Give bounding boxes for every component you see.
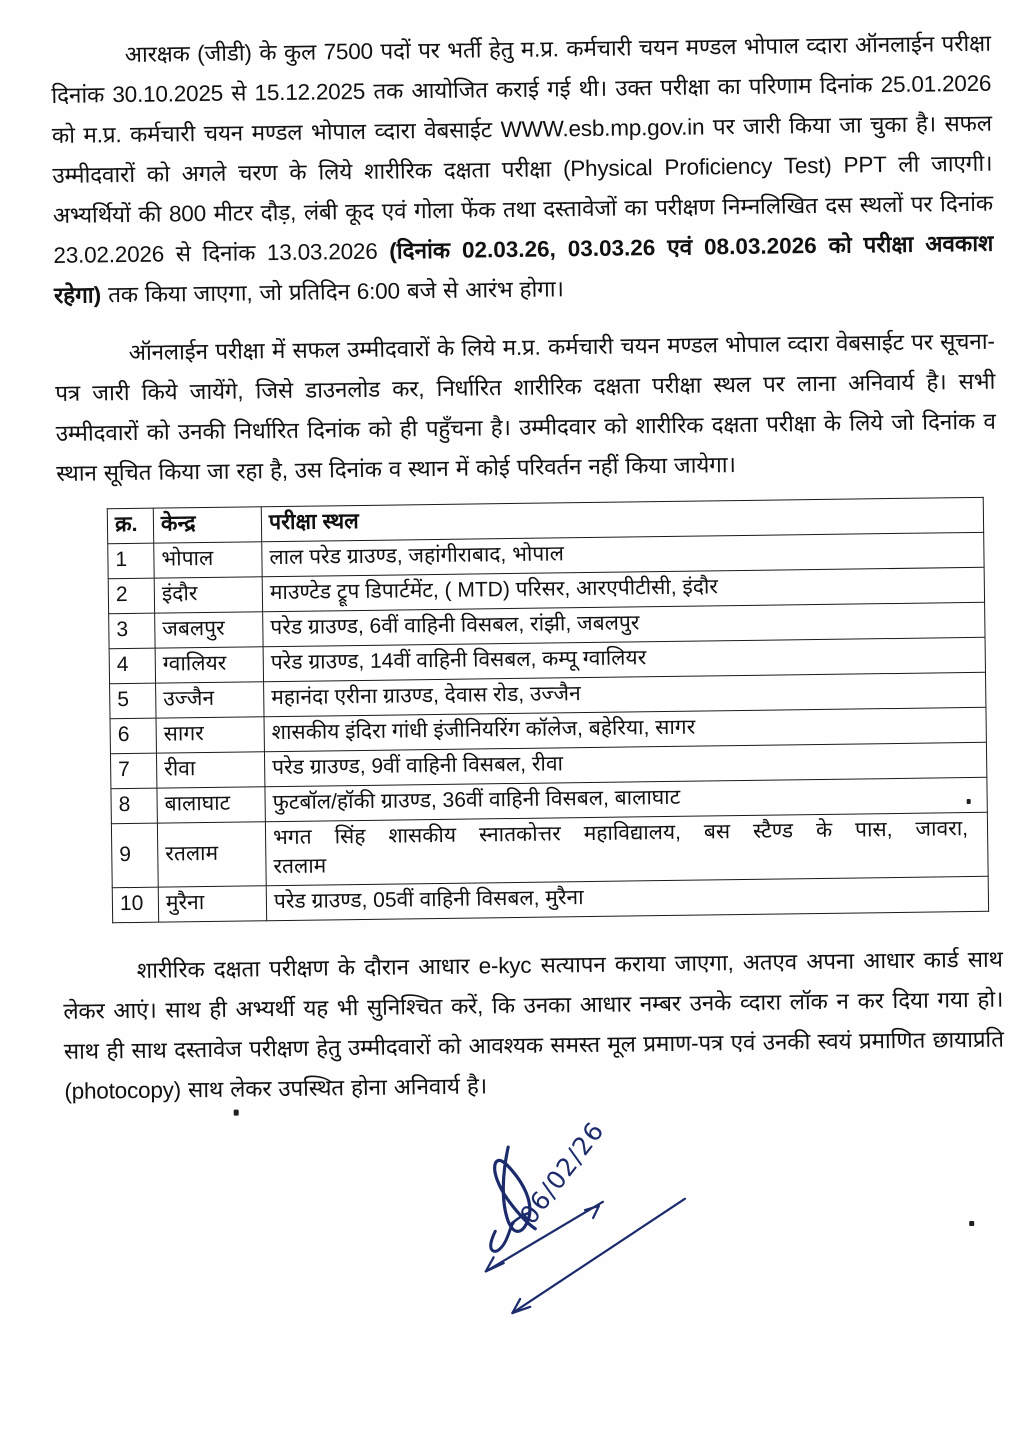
first-line-indent: [51, 62, 125, 63]
paragraph-1-lead-text: आरक्षक (जीडी) के कुल 7500 पदों पर भर्ती हेतु म.प्र. कर्मचारी चयन मण्डल भोपाल व्दारा ऑनलाईन परीक्षा दिनांक 30.10.2025 से 15.12.2025 तक आयोजित कराई गई थी। उक्त परीक्षा का परिणाम दिनांक 25.01.2026 को म.प्र. कर्मचारी चयन मण्डल भोपाल व्दारा वेबसाईट WWW.esb.mp.gov.in पर जारी किया जा चुका है। सफल उम्मीदवारों को अगले चरण के लिये शारीरिक दक्षता परीक्षा (Physical Proficiency Test) PPT ली जाएगी। अभ्यर्थियों की 800 मीटर दौड़, लंबी कूद एवं गोला फेंक तथा दस्तावेजों का परीक्षण निम्नलिखित दस स्थलों पर दिनांक 23.02.2026 से दिनांक 13.03.2026: [51, 30, 994, 268]
paragraph-1-tail-text: तक किया जाएगा, जो प्रतिदिन 6:00 बजे से आरंभ होगा।: [100, 276, 564, 308]
column-header-serial: क्र.: [107, 508, 153, 544]
cell-center: उज्जैन: [156, 682, 264, 718]
cell-venue: माउण्टेड ट्रूप डिपार्टमेंट, ( MTD) परिसर, आरएपीटीसी, इंदौर: [262, 567, 984, 611]
paragraph-2-text: ऑनलाईन परीक्षा में सफल उम्मीदवारों के लिये म.प्र. कर्मचारी चयन मण्डल भोपाल व्दारा वेबसाईट पर सूचना-पत्र जारी किये जायेंगे, जिसे डाउनलोड कर, निर्धारित शारीरिक दक्षता परीक्षा स्थल पर लाना अनिवार्य है। सभी उम्मीदवारों को उनकी निर्धारित दिनांक को ही पहुँचना है। उम्मीदवार को शारीरिक दक्षता परीक्षा के लिये जो दिनांक व स्थान सूचित किया जा रहा है, उस दिनांक व स्थान में कोई परिवर्तन नहीं किया जायेगा।: [55, 328, 996, 486]
first-line-indent: [63, 978, 137, 979]
cell-venue: परेड ग्राउण्ड, 9वीं वाहिनी विसबल, रीवा: [264, 742, 986, 786]
paragraph-aadhaar-documents-instructions: [63, 940, 1005, 1112]
cell-serial: 4: [109, 648, 155, 684]
cell-serial: 9: [111, 823, 158, 888]
scan-speck: [967, 799, 971, 804]
cell-center: भोपाल: [154, 542, 262, 578]
cell-center: बालाघाट: [157, 787, 265, 823]
cell-serial: 3: [109, 613, 155, 649]
cell-serial: 5: [110, 683, 156, 719]
cell-serial: 6: [110, 718, 156, 754]
cell-venue: परेड ग्राउण्ड, 6वीं वाहिनी विसबल, रांझी, जबलपुर: [263, 602, 985, 646]
cell-center: जबलपुर: [155, 612, 263, 648]
cell-serial: 7: [110, 753, 156, 789]
first-line-indent: [55, 360, 129, 361]
cell-center: सागर: [156, 717, 264, 753]
cell-venue: शासकीय इंदिरा गांधी इंजीनियरिंग कॉलेज, बहेरिया, सागर: [264, 707, 986, 751]
cell-venue-line-2: रतलाम: [273, 854, 327, 879]
paragraph-3-text: शारीरिक दक्षता परीक्षण के दौरान आधार e-kyc सत्यापन कराया जाएगा, अतएव अपना आधार कार्ड साथ लेकर आएं। साथ ही अभ्यर्थी यह भी सुनिश्चित करें, कि उनका आधार नम्बर उनके व्दारा लॉक न कर दिया गया हो। साथ ही साथ दस्तावेज परीक्षण हेतु उम्मीदवारों को आवश्यक समस्त मूल प्रमाण-पत्र एवं उनकी स्वयं प्रमाणित छायाप्रति (photocopy) साथ लेकर उपस्थित होना अनिवार्य है।: [63, 946, 1004, 1104]
cell-center: मुरैना: [158, 886, 266, 922]
cell-center: रतलाम: [157, 822, 266, 887]
exam-venue-table-container: [107, 497, 988, 923]
cell-serial: 10: [112, 887, 158, 923]
paragraph-exam-schedule: [51, 24, 995, 316]
cell-serial: 2: [108, 578, 154, 614]
column-header-center: केन्द्र: [153, 507, 261, 543]
column-header-venue: परीक्षा स्थल: [261, 497, 983, 541]
cell-center: रीवा: [156, 752, 264, 788]
signature-date: 06/02/26: [514, 1116, 610, 1230]
paragraph-admit-card-instructions: [54, 322, 996, 494]
cell-serial: 1: [108, 543, 154, 579]
cell-venue: महानंदा एरीना ग्राउण्ड, देवास रोड, उज्जैन: [264, 672, 986, 716]
paragraph-1-bold-holiday-note: (दिनांक 02.03.26, 03.03.26 एवं 08.03.2026 को परीक्षा अवकाश रहेगा): [53, 230, 994, 308]
table-row: [111, 812, 988, 887]
cell-venue: परेड ग्राउण्ड, 05वीं वाहिनी विसबल, मुरैना: [266, 876, 988, 920]
scan-speck: [234, 1110, 239, 1116]
cell-serial: 8: [111, 788, 157, 824]
cell-venue: परेड ग्राउण्ड, 14वीं वाहिनी विसबल, कम्पू ग्वालियर: [263, 637, 985, 681]
cell-center: इंदौर: [154, 577, 262, 613]
cell-venue-line-1: भगत सिंह शासकीय स्नातकोत्तर महाविद्यालय, बस स्टैण्ड के पास, जावरा,: [272, 817, 969, 850]
cell-center: ग्वालियर: [155, 647, 263, 683]
scan-speck: [969, 1221, 974, 1226]
exam-venue-table: [107, 497, 989, 923]
cell-venue: लाल परेड ग्राउण्ड, जहांगीराबाद, भोपाल: [262, 532, 984, 576]
cell-venue: [265, 812, 988, 885]
handwritten-signature-icon: [462, 1132, 764, 1326]
cell-venue: फुटबॉल/हॉकी ग्राउण्ड, 36वीं वाहिनी विसबल, बालाघाट: [265, 777, 987, 821]
